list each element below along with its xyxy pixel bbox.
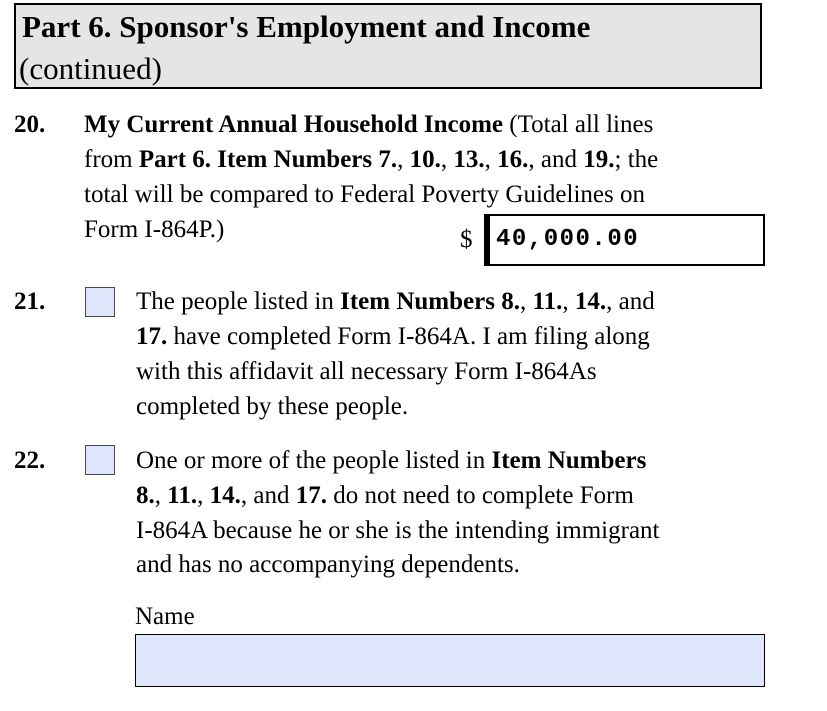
item-22-line-1-pre: One or more of the people listed in bbox=[136, 447, 492, 474]
household-income-field[interactable] bbox=[484, 214, 765, 266]
item-20-line-3: total will be compared to Federal Poverty Guidelines on bbox=[84, 181, 645, 208]
item-22-line-3: I-864A because he or she is the intending immigrant bbox=[136, 517, 660, 544]
item-21-ref-17: 17. bbox=[136, 323, 168, 350]
item-21-line-1-pre: The people listed in bbox=[136, 288, 341, 315]
item-20-sep-3: , bbox=[484, 146, 498, 173]
item-21-number: 21. bbox=[14, 288, 46, 315]
item-21-ref-14: 14. bbox=[574, 288, 607, 315]
item-22-line-2-rest: do not need to complete Form bbox=[326, 482, 634, 509]
section-title: Part 6. Sponsor's Employment and Income bbox=[22, 9, 591, 44]
item-22-ref-17: 17. bbox=[295, 482, 327, 509]
item-22-sep-3: , and bbox=[240, 482, 296, 509]
item-20-line-2-pre: from bbox=[84, 146, 139, 173]
section-header bbox=[14, 3, 762, 89]
item-22-sep-1: , bbox=[154, 482, 168, 509]
item-20-ref-10: 10. bbox=[409, 146, 441, 173]
item-22-checkbox[interactable] bbox=[85, 445, 115, 475]
item-20-sep-1: , bbox=[397, 146, 410, 173]
item-20-sep-4: , and bbox=[528, 146, 584, 173]
item-22-ref-8: 8. bbox=[136, 482, 155, 509]
currency-symbol: $ bbox=[460, 226, 473, 253]
item-22-line-4: and has no accompanying dependents. bbox=[136, 551, 520, 578]
item-20-line-1 bbox=[84, 107, 653, 142]
item-20-ref-19: 19. bbox=[583, 146, 615, 173]
item-20-number: 20. bbox=[14, 111, 46, 138]
item-20-sep-2: , bbox=[440, 146, 454, 173]
item-21-line-1 bbox=[136, 284, 655, 319]
item-20-line-1-rest: (Total all lines bbox=[503, 111, 654, 138]
item-21-line-3: with this affidavit all necessary Form I-864As bbox=[136, 358, 597, 385]
item-21-line-2 bbox=[136, 319, 650, 354]
item-21-ref-11: 11. bbox=[532, 288, 563, 315]
item-21-line-2-rest: have completed Form I-864A. I am filing along bbox=[167, 323, 650, 350]
item-20-ref-16: 16. bbox=[497, 146, 529, 173]
item-20-line-4: Form I-864P.) bbox=[84, 216, 225, 243]
item-21-sep-1: , bbox=[519, 288, 533, 315]
item-22-item-numbers: Item Numbers bbox=[491, 447, 647, 474]
item-22-line-2 bbox=[136, 478, 634, 513]
household-income-value: 40,000.00 bbox=[496, 226, 640, 253]
item-21-checkbox[interactable] bbox=[85, 287, 115, 317]
item-22-number: 22. bbox=[14, 447, 46, 474]
item-20-line-2 bbox=[84, 142, 658, 177]
item-22-ref-11: 11. bbox=[167, 482, 198, 509]
item-20-line-2-post: ; the bbox=[614, 146, 659, 173]
name-label: Name bbox=[135, 603, 195, 630]
item-22-sep-2: , bbox=[197, 482, 210, 509]
item-21-ref-8: Item Numbers 8. bbox=[340, 288, 520, 315]
item-20-ref-13: 13. bbox=[453, 146, 485, 173]
item-22-line-1 bbox=[136, 443, 646, 478]
section-subtitle: (continued) bbox=[19, 51, 162, 86]
item-20-ref-part6-item7: Part 6. Item Numbers 7. bbox=[138, 146, 398, 173]
item-21-sep-2: , bbox=[562, 288, 575, 315]
item-21-line-1-post: , and bbox=[606, 288, 655, 315]
name-input[interactable] bbox=[135, 634, 765, 687]
item-21-line-4: completed by these people. bbox=[136, 393, 409, 420]
item-22-ref-14: 14. bbox=[209, 482, 241, 509]
item-20-heading: My Current Annual Household Income bbox=[84, 111, 504, 138]
